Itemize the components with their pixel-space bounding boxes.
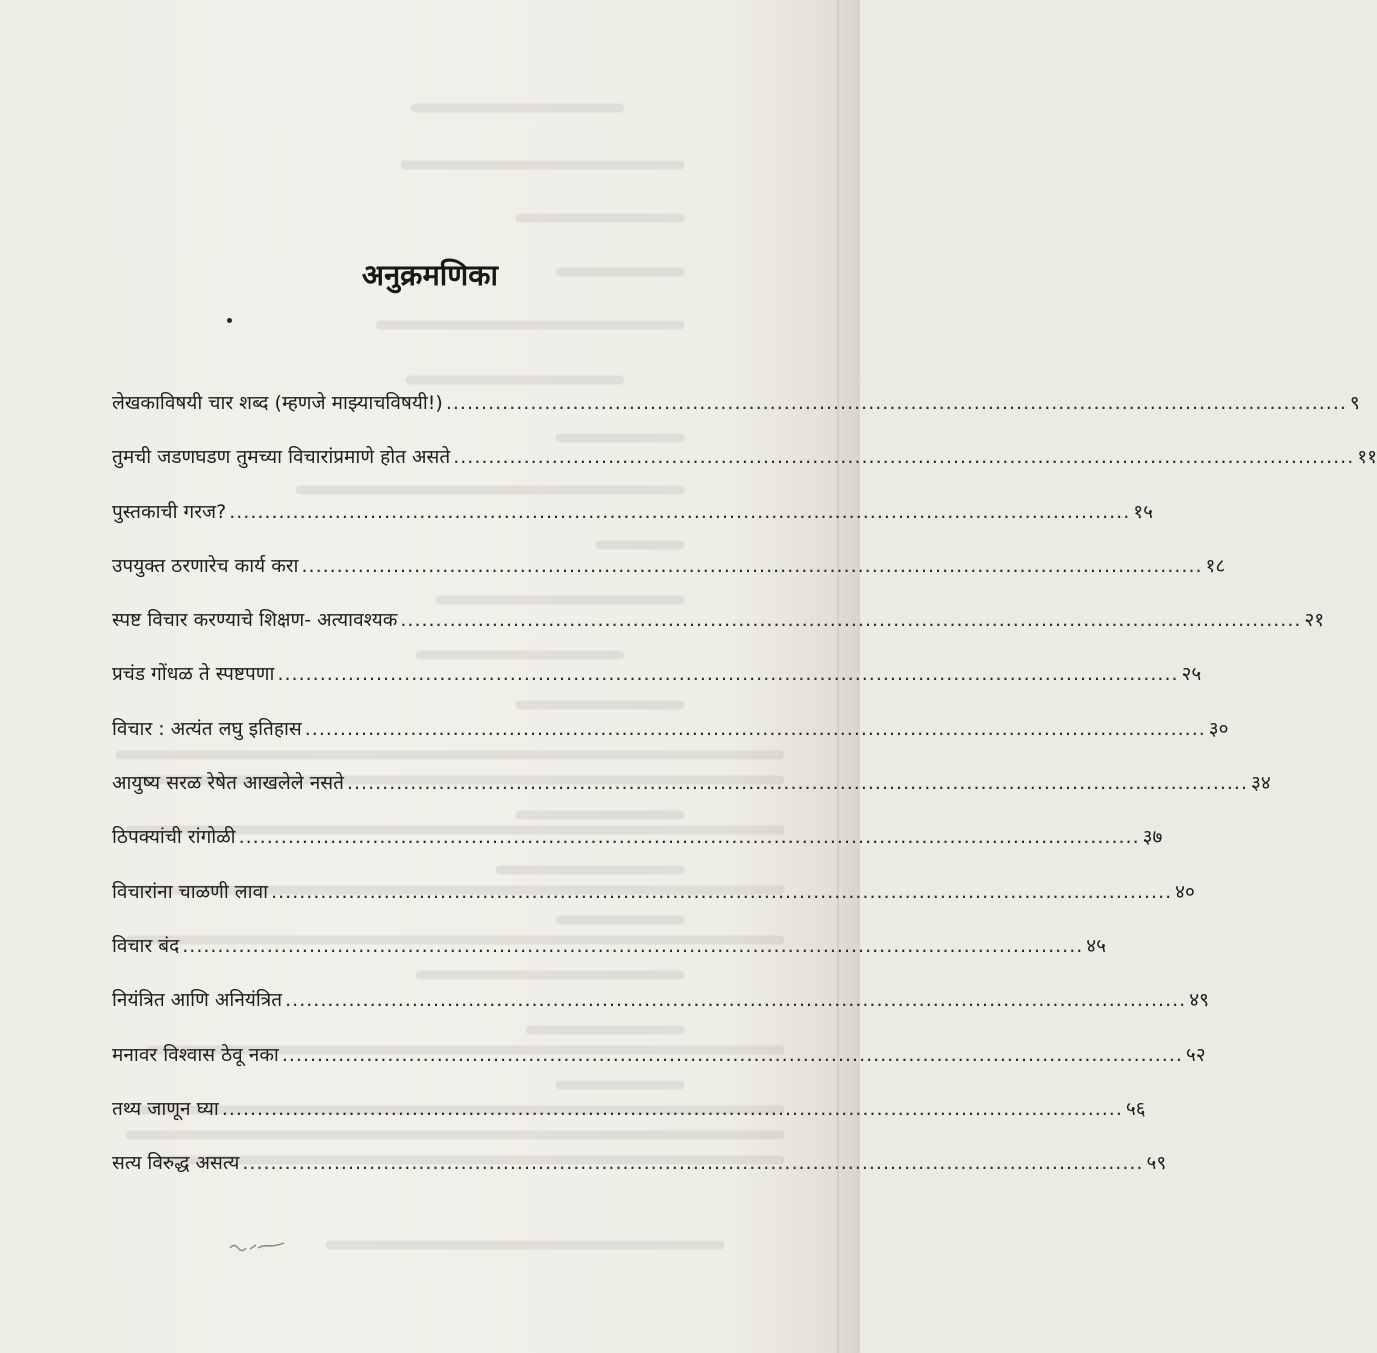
dot-leader: ................................................................................................................................ xyxy=(182,934,1084,957)
dot-leader: ................................................................................................................................ xyxy=(346,772,1249,795)
toc-entry-title: नियंत्रित आणि अनियंत्रित xyxy=(112,989,283,1012)
dot-leader: ................................................................................................................................ xyxy=(271,880,1173,903)
toc-entry-title: विचारांना चाळणी लावा xyxy=(112,880,269,903)
toc-entry-page: ९ xyxy=(1349,392,1360,414)
toc-entry-page: ४५ xyxy=(1086,934,1107,957)
toc-entry-title: विचार बंद xyxy=(112,934,180,957)
dot-leader: ................................................................................................................................ xyxy=(301,554,1203,577)
toc-entry-title: उपयुक्त ठरणारेच कार्य करा xyxy=(112,554,299,577)
dot-leader: ................................................................................................................................ xyxy=(445,392,1347,414)
toc-entry xyxy=(112,865,1195,919)
toc-entry-title: सत्य विरुद्ध असत्य xyxy=(112,1152,240,1175)
toc-entry-title: आयुष्य सरळ रेषेत आखलेले नसते xyxy=(112,772,344,795)
toc-entry-title: मनावर विश्वास ठेवू नका xyxy=(112,1043,279,1066)
toc-entry-title: स्पष्ट विचार करण्याचे शिक्षण- अत्यावश्यक xyxy=(112,609,398,632)
toc-entry-page: ३७ xyxy=(1142,826,1163,849)
dot-leader: ................................................................................................................................ xyxy=(281,1043,1183,1066)
toc-entry-page: ४९ xyxy=(1189,989,1209,1012)
page-title: अनुक्रमणिका xyxy=(361,258,499,292)
toc-entry xyxy=(112,1028,1206,1082)
toc-entry xyxy=(112,756,1271,810)
toc-entry xyxy=(112,702,1229,756)
toc-entry-page: ४० xyxy=(1175,880,1195,903)
table-of-contents xyxy=(112,376,1377,1190)
toc-entry-page: ५९ xyxy=(1146,1152,1167,1175)
dot-leader: ................................................................................................................................ xyxy=(304,717,1206,740)
toc-entry-page: १५ xyxy=(1133,500,1154,523)
toc-entry xyxy=(112,1082,1146,1136)
toc-entry xyxy=(112,485,1154,539)
toc-entry-page: ५२ xyxy=(1185,1043,1206,1066)
toc-entry xyxy=(112,539,1226,593)
dot-leader: ................................................................................................................................ xyxy=(277,663,1179,686)
dot-leader: ................................................................................................................................ xyxy=(242,1152,1144,1175)
dot-leader: ................................................................................................................................ xyxy=(285,989,1187,1012)
toc-entry-page: ३४ xyxy=(1251,772,1271,795)
ink-smudge xyxy=(228,1240,288,1254)
toc-entry-title: ठिपक्यांची रांगोळी xyxy=(112,826,236,849)
toc-entry-page: ३० xyxy=(1208,717,1229,740)
toc-entry xyxy=(112,810,1163,864)
toc-entry-title: लेखकाविषयी चार शब्द (म्हणजे माझ्याचविषयी!) xyxy=(112,392,443,414)
dot-leader: ................................................................................................................................ xyxy=(238,826,1140,849)
toc-entry xyxy=(112,919,1107,973)
dot-leader: ................................................................................................................................ xyxy=(229,500,1131,523)
toc-entry xyxy=(112,430,1377,484)
toc-entry-title: तुमची जडणघडण तुमच्या विचारांप्रमाणे होत असते xyxy=(112,446,451,469)
toc-entry xyxy=(112,1136,1167,1190)
ink-dot xyxy=(227,318,232,323)
toc-entry-title: प्रचंड गोंधळ ते स्पष्टपणा xyxy=(112,663,275,686)
toc-entry-title: तथ्य जाणून घ्या xyxy=(112,1097,219,1120)
toc-entry-page: ११ xyxy=(1357,446,1377,469)
toc-entry xyxy=(112,973,1209,1027)
toc-entry-page: २५ xyxy=(1181,663,1202,686)
toc-entry-page: १८ xyxy=(1205,554,1226,577)
dot-leader: ................................................................................................................................ xyxy=(221,1097,1123,1120)
dot-leader: ................................................................................................................................ xyxy=(453,446,1355,469)
toc-entry-page: ५६ xyxy=(1125,1097,1146,1120)
toc-entry xyxy=(112,376,1360,430)
toc-entry xyxy=(112,647,1202,701)
toc-entry xyxy=(112,593,1325,647)
toc-entry-title: पुस्तकाची गरज? xyxy=(112,500,227,523)
toc-entry-page: २१ xyxy=(1304,609,1325,632)
dot-leader: ................................................................................................................................ xyxy=(400,609,1302,632)
toc-entry-title: विचार : अत्यंत लघु इतिहास xyxy=(112,717,302,740)
